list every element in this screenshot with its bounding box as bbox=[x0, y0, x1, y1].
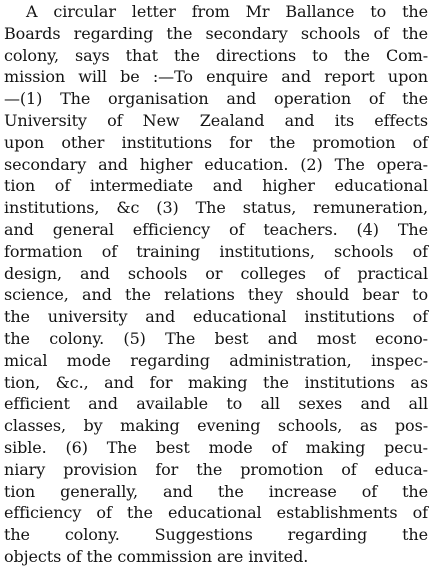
text-line: colony, says that the directions to the Com- bbox=[4, 45, 428, 65]
text-line: secondary and higher education. (2) The opera- bbox=[4, 154, 428, 174]
text-line: Boards regarding the secondary schools of the bbox=[4, 23, 428, 43]
text-line: objects of the commission are invited. bbox=[4, 546, 309, 566]
text-line: the university and educational institutions of bbox=[4, 307, 428, 327]
text-line: University of New Zealand and its effects bbox=[4, 110, 428, 130]
text-line: —(1) The organisation and operation of the bbox=[4, 89, 428, 109]
text-line: tion, &c., and for making the institutions as bbox=[4, 372, 428, 392]
text-line: the colony. (5) The best and most econo- bbox=[4, 328, 428, 348]
text-line: mical mode regarding administration, inspec- bbox=[4, 350, 428, 370]
text-line: classes, by making evening schools, as pos- bbox=[4, 416, 428, 436]
text-line: design, and schools or colleges of practical bbox=[4, 263, 428, 283]
text-line: the colony. Suggestions regarding the bbox=[4, 525, 428, 545]
text-line: institutions, &c (3) The status, remuneration, bbox=[4, 198, 428, 218]
text-line: mission will be :—To enquire and report upon bbox=[4, 67, 428, 87]
text-line: tion of intermediate and higher educational bbox=[4, 176, 428, 196]
text-line: efficient and available to all sexes and all bbox=[4, 394, 428, 414]
text-line: sible. (6) The best mode of making pecu- bbox=[4, 437, 428, 457]
text-line: efficiency of the educational establishments of bbox=[4, 503, 428, 523]
text-line: A circular letter from Mr Ballance to the bbox=[26, 2, 428, 21]
article-column bbox=[4, 1, 428, 568]
text-line: upon other institutions for the promotion of bbox=[4, 132, 428, 152]
text-line: formation of training institutions, schools of bbox=[4, 241, 428, 261]
text-line: and general efficiency of teachers. (4) The bbox=[4, 219, 428, 239]
text-line: science, and the relations they should bear to bbox=[4, 285, 428, 305]
text-line: niary provision for the promotion of educa- bbox=[4, 459, 428, 479]
text-line: tion generally, and the increase of the bbox=[4, 481, 428, 501]
